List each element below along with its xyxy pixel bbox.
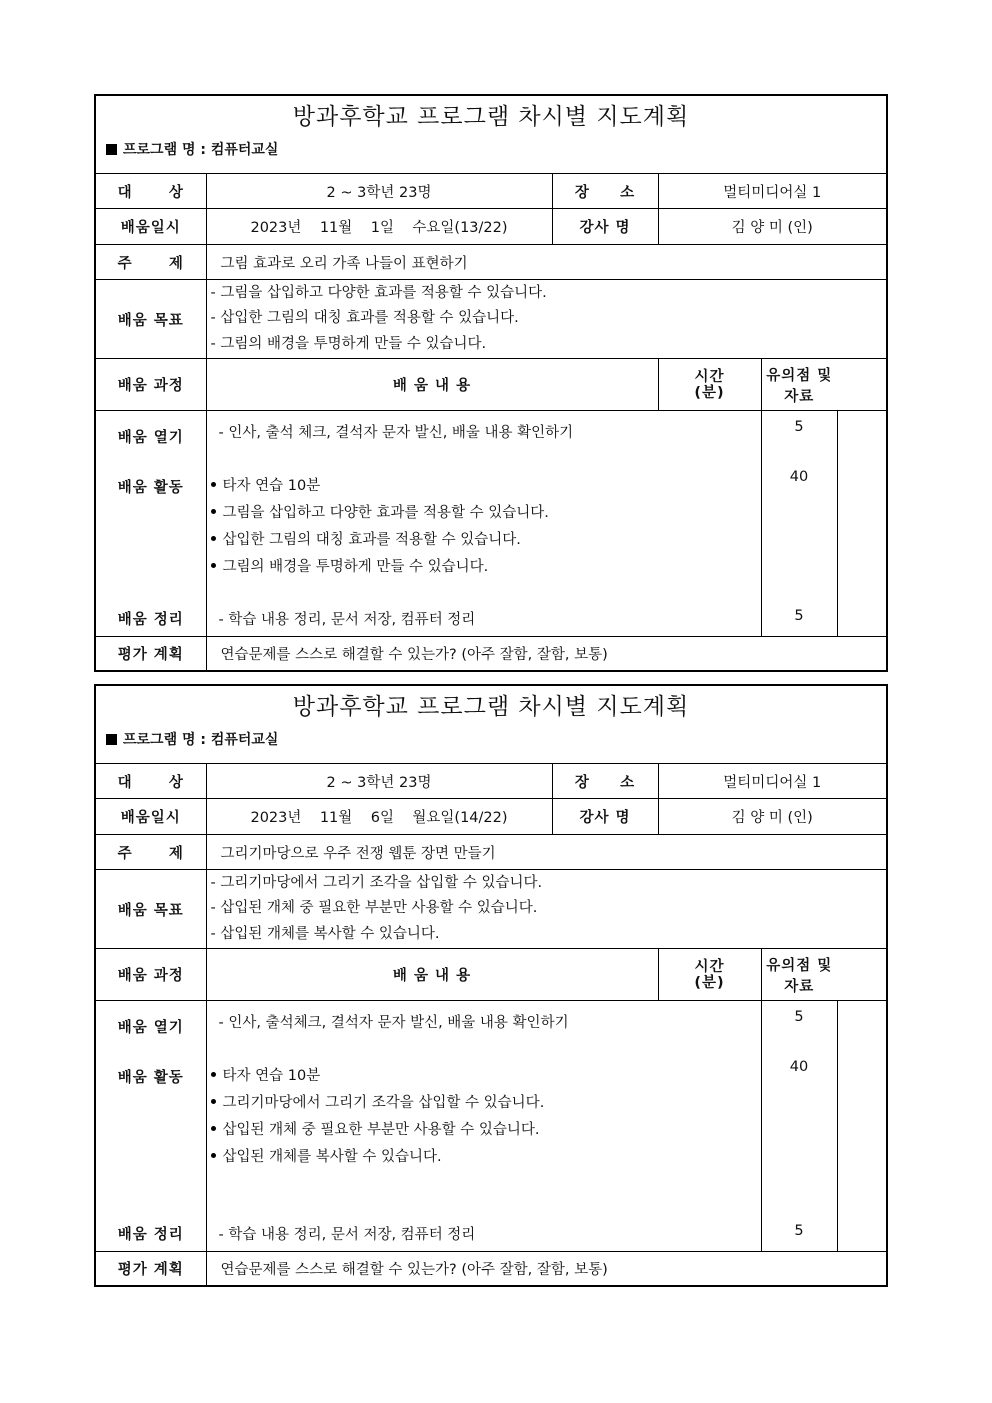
goal-label: 배움 목표 xyxy=(96,870,206,949)
time-column xyxy=(761,1001,837,1252)
goal-item: - 삽입한 그림의 대칭 효과를 적용할 수 있습니다. xyxy=(210,310,519,327)
program-name-text: 프로그램 명 : 컴퓨터교실 xyxy=(123,732,279,748)
goal-list xyxy=(206,870,886,949)
bullet-icon xyxy=(211,1099,216,1104)
bullet-icon xyxy=(211,563,216,568)
bullet-icon xyxy=(211,482,216,487)
time-header xyxy=(658,359,761,411)
topic-value: 그리기마당으로 우주 전쟁 웹툰 장면 만들기 xyxy=(206,835,886,870)
notes-cell xyxy=(837,1001,886,1252)
process-header: 배움 과정 xyxy=(96,949,206,1001)
activity-item: 삽입한 그림의 대칭 효과를 적용할 수 있습니다. xyxy=(211,528,521,549)
content-header: 배 움 내 용 xyxy=(206,359,658,411)
lesson-plan-2 xyxy=(94,684,888,1287)
plan-table xyxy=(96,173,886,671)
time-close: 5 xyxy=(794,1223,804,1239)
square-bullet-icon xyxy=(106,144,117,155)
place-label: 장 소 xyxy=(552,764,658,799)
target-value: 2 ~ 3학년 23명 xyxy=(206,764,552,799)
stage-open: 배움 열기 xyxy=(117,1020,184,1036)
goal-item: - 그리기마당에서 그리기 조각을 삽입할 수 있습니다. xyxy=(210,874,543,891)
content-column xyxy=(206,411,761,637)
target-label: 대 상 xyxy=(96,764,206,799)
bullet-icon xyxy=(211,509,216,514)
goal-item: - 삽입된 개체를 복사할 수 있습니다. xyxy=(210,925,440,942)
stage-close: 배움 정리 xyxy=(117,1227,184,1243)
program-name xyxy=(96,138,886,173)
notes-header: 유의점 및 자료 xyxy=(761,949,837,1001)
notes-cell xyxy=(837,411,886,637)
bullet-icon xyxy=(211,1153,216,1158)
place-value: 멀티미디어실 1 xyxy=(658,764,886,799)
time-header-line1: 시간 xyxy=(694,958,725,975)
date-value: 2023년 11월 1일 수요일(13/22) xyxy=(206,209,552,245)
goal-item: - 그림의 배경을 투명하게 만들 수 있습니다. xyxy=(210,335,487,352)
time-header xyxy=(658,949,761,1001)
eval-value: 연습문제를 스스로 해결할 수 있는가? (아주 잘함, 잘함, 보통) xyxy=(206,1252,886,1286)
process-header: 배움 과정 xyxy=(96,359,206,411)
plan-title: 방과후학교 프로그램 차시별 지도계획 xyxy=(292,694,690,720)
bullet-icon xyxy=(211,1126,216,1131)
time-activity: 40 xyxy=(789,1059,809,1075)
teacher-value: 김 양 미 (인) xyxy=(658,799,886,835)
teacher-label: 강사 명 xyxy=(552,209,658,245)
notes-header: 유의점 및 자료 xyxy=(761,359,837,411)
stage-activity: 배움 활동 xyxy=(117,480,184,496)
eval-label: 평가 계획 xyxy=(96,1252,206,1286)
goal-item: - 삽입된 개체 중 필요한 부분만 사용할 수 있습니다. xyxy=(210,900,538,917)
target-label: 대 상 xyxy=(96,174,206,209)
goal-label: 배움 목표 xyxy=(96,280,206,359)
place-label: 장 소 xyxy=(552,174,658,209)
teacher-value: 김 양 미 (인) xyxy=(658,209,886,245)
goal-list xyxy=(206,280,886,359)
activity-item: 삽입된 개체 중 필요한 부분만 사용할 수 있습니다. xyxy=(211,1118,540,1139)
open-content: - 인사, 출석체크, 결석자 문자 발신, 배울 내용 확인하기 xyxy=(218,1015,569,1031)
plan-title: 방과후학교 프로그램 차시별 지도계획 xyxy=(292,104,690,130)
date-value: 2023년 11월 6일 월요일(14/22) xyxy=(206,799,552,835)
goal-item: - 그림을 삽입하고 다양한 효과를 적용할 수 있습니다. xyxy=(210,284,547,301)
bullet-icon xyxy=(211,536,216,541)
topic-value: 그림 효과로 오리 가족 나들이 표현하기 xyxy=(206,245,886,280)
time-header-line2: (분) xyxy=(694,974,725,991)
close-content: - 학습 내용 정리, 문서 저장, 컴퓨터 정리 xyxy=(218,612,476,628)
date-label: 배움일시 xyxy=(96,799,206,835)
time-open: 5 xyxy=(794,1009,804,1025)
program-name-text: 프로그램 명 : 컴퓨터교실 xyxy=(123,142,279,158)
activity-item: 타자 연습 10분 xyxy=(211,1064,321,1085)
bullet-icon xyxy=(211,1072,216,1077)
content-column xyxy=(206,1001,761,1252)
stage-close: 배움 정리 xyxy=(117,612,184,628)
plan-table xyxy=(96,763,886,1286)
stage-activity: 배움 활동 xyxy=(117,1070,184,1086)
place-value: 멀티미디어실 1 xyxy=(658,174,886,209)
lesson-plan-1 xyxy=(94,94,888,672)
stage-column xyxy=(96,411,206,637)
eval-label: 평가 계획 xyxy=(96,637,206,671)
activity-item: 타자 연습 10분 xyxy=(211,474,321,495)
open-content: - 인사, 출석 체크, 결석자 문자 발신, 배울 내용 확인하기 xyxy=(218,425,574,441)
time-activity: 40 xyxy=(789,469,809,485)
activity-item: 그림의 배경을 투명하게 만들 수 있습니다. xyxy=(211,555,489,576)
teacher-label: 강사 명 xyxy=(552,799,658,835)
square-bullet-icon xyxy=(106,734,117,745)
activity-item: 삽입된 개체를 복사할 수 있습니다. xyxy=(211,1145,442,1166)
time-column xyxy=(761,411,837,637)
eval-value: 연습문제를 스스로 해결할 수 있는가? (아주 잘함, 잘함, 보통) xyxy=(206,637,886,671)
time-open: 5 xyxy=(794,419,804,435)
time-close: 5 xyxy=(794,608,804,624)
time-header-line2: (분) xyxy=(694,384,725,401)
program-name xyxy=(96,728,886,763)
date-label: 배움일시 xyxy=(96,209,206,245)
stage-column xyxy=(96,1001,206,1252)
close-content: - 학습 내용 정리, 문서 저장, 컴퓨터 정리 xyxy=(218,1227,476,1243)
target-value: 2 ~ 3학년 23명 xyxy=(206,174,552,209)
stage-open: 배움 열기 xyxy=(117,430,184,446)
content-header: 배 움 내 용 xyxy=(206,949,658,1001)
topic-label: 주 제 xyxy=(96,835,206,870)
activity-item: 그리기마당에서 그리기 조각을 삽입할 수 있습니다. xyxy=(211,1091,545,1112)
topic-label: 주 제 xyxy=(96,245,206,280)
time-header-line1: 시간 xyxy=(694,368,725,385)
activity-item: 그림을 삽입하고 다양한 효과를 적용할 수 있습니다. xyxy=(211,501,549,522)
